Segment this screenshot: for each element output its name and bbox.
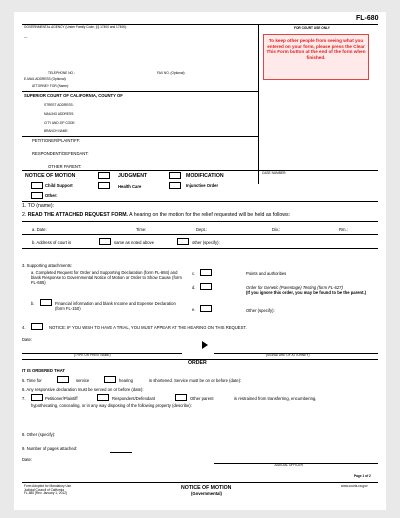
order-heading: ORDER [188, 360, 207, 366]
other-parent-checkbox[interactable] [175, 394, 187, 401]
service-label: service [76, 378, 90, 383]
child-support-label: Child Support [45, 183, 73, 188]
other-label: Other: [45, 193, 58, 198]
fax-label: FAX NO. (Optional): [157, 71, 186, 75]
modification-label: MODIFICATION [186, 173, 224, 179]
item-9-label: 9. Number of pages attached: [22, 446, 78, 451]
attorney-signature-label: (SIGNATURE OF ATTORNEY) [266, 353, 310, 357]
item-4-notice: NOTICE: IF YOU WISH TO HAVE A TRIAL, YOU MUST APPEAR AT THE HEARING ON THIS REQUEST. [49, 325, 247, 330]
respondent-label: Respondent/Defendant [112, 396, 156, 401]
other-attachment-checkbox[interactable] [200, 305, 212, 312]
hearing-dept-label: Dept.: [196, 227, 208, 232]
modification-checkbox[interactable] [169, 172, 181, 179]
petitioner-checkbox[interactable] [31, 394, 43, 401]
clear-form-warning: To keep other people from seeing what you entered on your form, please press the Clear This Form button at the end of the form when finished. [263, 34, 369, 80]
points-authorities-checkbox[interactable] [200, 269, 212, 276]
same-address-label: same as noted above [114, 240, 155, 245]
item-7-line-2: hypothecating, concealing, or in any way disposing of the following property (describe): [31, 403, 192, 408]
item-2-bold: READ THE ATTACHED REQUEST FORM. [27, 212, 128, 218]
injunctive-checkbox[interactable] [169, 182, 181, 189]
telephone-label: TELEPHONE NO.: [48, 71, 75, 75]
health-care-checkbox[interactable] [98, 182, 110, 189]
date-label: Date: [22, 337, 33, 342]
adopted-text: Form Adopted for Mandatory Use Judicial Council of California FL-680 [Rev. January 1, 2012] [24, 484, 72, 496]
health-care-label: Health Care [118, 184, 142, 189]
other-parent-label: Other parent [190, 396, 214, 401]
other-address-label: other (specify): [192, 240, 220, 245]
hearing-div-label: Div.: [272, 227, 281, 232]
notice-of-motion-label: NOTICE OF MOTION [25, 173, 76, 179]
financial-info-checkbox[interactable] [40, 299, 52, 306]
hearing-label: hearing [119, 378, 133, 383]
form-number: FL-680 [356, 15, 379, 22]
item-3b-text: Financial information and blank Income and Expense Declaration (form FL-150) [55, 301, 176, 312]
same-address-checkbox[interactable] [99, 238, 111, 245]
branch-label: BRANCH NAME: [44, 129, 69, 133]
petitioner-label: Petitioner/Plaintiff [45, 396, 78, 401]
injunctive-label: Injunctive Order [186, 183, 219, 188]
item-7-rest: is restrained from transferring, encumbering, [234, 396, 317, 401]
respondent-checkbox[interactable] [97, 394, 109, 401]
respondent-label: RESPONDENT/DEFENDANT: [32, 151, 89, 156]
footer-subtitle: (Governmental) [191, 491, 222, 496]
hearing-time-label: Time: [136, 227, 147, 232]
email-label: E-MAIL ADDRESS (Optional): [24, 77, 67, 81]
item-3a-text: a. Completed Request for Order and Supporting Declaration (form FL-684) and blank Response to Governmental Notice of Motion or Order to Show Cause (form FL-685) [31, 270, 182, 286]
item-3e-text: Other (specify): [246, 308, 275, 313]
hearing-room-label: Rm.: [339, 227, 348, 232]
genetic-testing-checkbox[interactable] [200, 283, 212, 290]
city-label: CITY AND ZIP CODE: [44, 121, 76, 125]
court-use-label: FOR COURT USE ONLY [294, 26, 330, 30]
ordered-label: IT IS ORDERED THAT [22, 368, 65, 373]
courts-url: www.courts.ca.gov [341, 484, 368, 488]
child-support-checkbox[interactable] [31, 182, 43, 189]
type-name-label: (TYPE OR PRINT NAME) [74, 353, 111, 357]
page-label: Page 1 of 2 [354, 474, 371, 478]
mailing-label: MAILING ADDRESS: [44, 112, 75, 116]
hearing-date-label: a. Date: [32, 227, 47, 232]
other-parent-label: OTHER PARENT: [48, 164, 82, 169]
other-address-checkbox[interactable] [177, 238, 189, 245]
footer-title: NOTICE OF MOTION [181, 485, 232, 491]
judgment-checkbox[interactable] [98, 172, 110, 179]
item-3d-text: Order for Genetic (Parentage) Testing (form FL-627) [246, 285, 343, 290]
judicial-officer-label: JUDICIAL OFFICER [274, 463, 303, 467]
trial-notice-checkbox[interactable] [31, 323, 43, 330]
court-address-label: b. Address of court is [32, 240, 72, 245]
item-6-label: 6. Any responsive declaration must be served on or before (date): [22, 387, 144, 392]
service-checkbox[interactable] [57, 376, 69, 383]
item-3d-warning: (If you ignore this order, you may be found to be the parent.) [246, 290, 367, 295]
agency-label: GOVERNMENTAL AGENCY (Under Family Code, §§ 17400 and 17406): [24, 25, 127, 29]
other-checkbox[interactable] [31, 192, 43, 199]
item-3c-text: Points and authorities [246, 271, 287, 276]
court-heading: SUPERIOR COURT OF CALIFORNIA, COUNTY OF [24, 93, 123, 98]
item-8-label: 8. Other (specify): [22, 432, 56, 437]
judgment-label: JUDGMENT [118, 173, 148, 179]
item-3-label: 3. Supporting attachments: [22, 263, 73, 268]
item-5-rest: is shortened. Service must be on or before (date): [149, 378, 242, 383]
case-number-label: CASE NUMBER: [262, 171, 287, 175]
arrow-icon [202, 341, 208, 349]
hearing-checkbox[interactable] [104, 376, 116, 383]
item-1-to: 1. TO (name): [22, 203, 55, 209]
street-label: STREET ADDRESS: [44, 103, 74, 107]
item-5-label: 5. Time for [22, 378, 42, 383]
attorney-label: ATTORNEY FOR (Name): [32, 84, 70, 88]
order-date-label: Date: [22, 457, 33, 462]
petitioner-label: PETITIONER/PLAINTIFF: [32, 138, 81, 143]
form-page: FL-680 GOVERNMENTAL AGENCY (Under Family Code, §§ 17400 and 17406): — FOR COURT USE ONLY To keep other people from seeing what you entered on your form, please press the Clear This Form button at the end of the form when finished. TELEPHONE NO.: FAX NO. (Optional): E-MAIL ADDRESS (Optional): ATTORNEY FOR (Name): SUPERIOR COURT OF CALIFORNIA, COUNTY OF STREET ADDRESS: MAILING ADDRESS: CITY AND ZIP CODE: BRANCH NAME: PETITIONER/PLAINTIFF: RESPONDENT/DEFENDANT: OTHER PARENT: CASE NUMBER: NOTICE OF MOTION JUDGMENT MODIFICATION Child Support Health Care Injunctive Order Other: 1. TO (name): 2. READ THE ATTACHED REQUEST FORM. A hearing on the motion for the relief requested will be held as follows: a. Date: Time: Dept.: Div.: Rm.: b. Address of court is same as noted above other (specify): 3. Supporting attachments: a. Completed Request for Order and Supporting Declaration (form FL-684) and blank Response to Governmental Notice of Motion or Order to Show Cause (form FL-685) b. Financial information and blank Income and Expense Declaration (form FL-150) c. Points and authorities d. Order for Genetic (Parentage) Testing (form FL-627) (If you ignore this order, you may be found to be the parent.) e. Other (specify): 4. NOTICE: IF YOU WISH TO HAVE A TRIAL, YOU MUST APPEAR AT THE HEARING ON THIS REQUEST. Date: (TYPE OR PRINT NAME) (SIGNATURE OF ATTORNEY) ORDER IT IS ORDERED THAT 5. Time for service hearing is shortened. Service must be on or before (date): 6. Any responsive declaration must be served on or before (date): 7. Petitioner/Plaintiff Respondent/Defendant Other parent is restrained from transferring, encumbering, hypothecating, concealing, or in any way disposing of the following property (describe): 8. Other (specify): 9. Number of pages attached: Date: JUDICIAL OFFICER Page 1 of 2 Form Adopted for Mandatory Use Judicial Council of California FL-680 [Rev. January 1, 2012] NOTICE OF MOTION (Governmental) www.courts.ca.gov [14, 12, 386, 510]
